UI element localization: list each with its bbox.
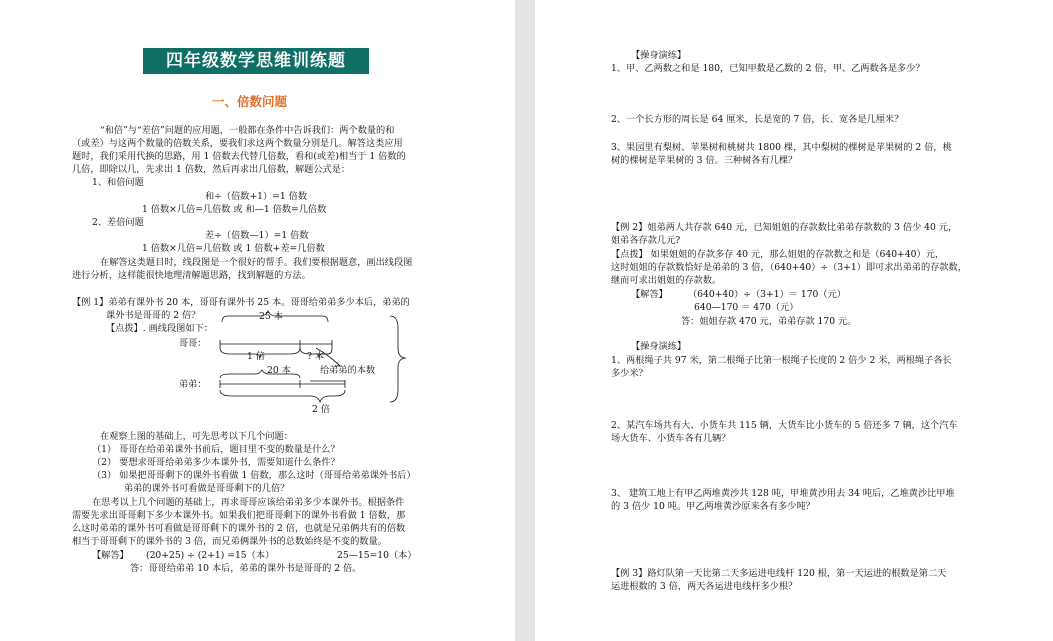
solution-step-2: 640—170 ＝ 470（元） bbox=[694, 302, 799, 313]
section-heading: 一、倍数问题 bbox=[212, 94, 288, 109]
example-2: 【例 2】姐弟两人共存款 640 元，已知姐姐的存款数比弟弟存款数的 3 倍少 40 元， bbox=[611, 222, 958, 233]
intro-line: “和倍”与“差倍”问题的应用题，一般都在条件中告诉我们：两个数量的和 bbox=[100, 125, 395, 136]
solution-step-1: (20+25) ÷ (2+1) =15（本） bbox=[146, 550, 275, 561]
label-didi: 弟弟： bbox=[179, 379, 207, 390]
diff-formula-2: 1 倍数×几倍=几倍数 或 1 倍数+差=几倍数 bbox=[142, 243, 325, 254]
question-3: 弟弟的课外书可看做是哥哥剩下的几倍？ bbox=[124, 483, 290, 494]
hint-2: 继而可求出姐姐的存款数。 bbox=[611, 275, 722, 286]
example-2: 姐弟各存款几元? bbox=[611, 235, 681, 246]
practice-item: 的 3 倍少 10 吨。甲乙两堆黄沙原来各有多少吨？ bbox=[611, 501, 815, 512]
sum-formula-1: 和÷（倍数+1）=1 倍数 bbox=[205, 191, 308, 202]
label-25: 25 本 bbox=[259, 311, 283, 322]
example-1: 课外书是哥哥的 2 倍？ bbox=[106, 310, 201, 321]
example-3: 【例 3】路灯队第一天比第二天多运进电线杆 120 根，第一天运进的根数是第二天 bbox=[611, 568, 947, 579]
diff-heading: 2、差倍问题 bbox=[92, 217, 144, 228]
solution-label: 【解答】 bbox=[631, 289, 668, 300]
practice-heading: 【操身演练】 bbox=[631, 341, 687, 352]
question-2: （2） 要想求哥哥给弟弟多少本课外书，需要知道什么条件？ bbox=[92, 457, 340, 468]
label-2-bei: 2 倍 bbox=[312, 404, 330, 415]
practice-item: 场大货车、小货车各有几辆？ bbox=[611, 433, 731, 444]
tip-line: 在解答这类题目时，线段图是一个很好的帮手。我们要根据题意，画出线段图 bbox=[100, 257, 413, 268]
practice-item: 3、 建筑工地上有甲乙两堆黄沙共 128 吨，甲堆黄沙用去 34 吨后，乙堆黄沙比甲堆 bbox=[611, 488, 955, 499]
solution-label: 【解答】 bbox=[92, 550, 129, 561]
example-1: 【例 1】弟弟有课外书 20 本，哥哥有课外书 25 本。哥哥给弟弟多少本后，弟弟的 bbox=[72, 297, 410, 308]
label-1-bei: 1 倍 bbox=[247, 351, 265, 362]
tip-line: 进行分析，这样能很快地理清解题思路，找到解题的方法。 bbox=[72, 270, 311, 281]
intro-line: 几倍，即除以几，先求出 1 倍数，然后再求出几倍数，解题公式是： bbox=[72, 164, 351, 175]
practice-item: 1、两根绳子共 97 米，第二根绳子比第一根绳子长度的 2 倍少 2 米，两根绳子各长 bbox=[611, 355, 952, 366]
analysis-line: 么这时弟弟的课外书可看做是哥哥剩下的课外书的 2 倍，也就是兄弟俩共有的倍数 bbox=[72, 523, 406, 534]
solution-step-1: （640+40）÷（3+1）＝ 170（元） bbox=[688, 289, 846, 300]
practice-item: 2、一个长方形的周长是 64 厘米，长是宽的 7 倍，长、宽各是几厘米？ bbox=[611, 114, 904, 125]
intro-line: （或差）与这两个数量的倍数关系，要我们求这两个数量分别是几。解答这类应用 bbox=[72, 138, 403, 149]
diff-formula-1: 差÷（倍数—1）=1 倍数 bbox=[205, 230, 309, 241]
question-1: （1） 哥哥在给弟弟课外书前后，题目里不变的数量是什么？ bbox=[92, 444, 340, 455]
practice-item: 树的棵树是苹果树的 3 倍。三种树各有几棵？ bbox=[611, 155, 798, 166]
practice-item: 1、甲、乙两数之和是 180，已知甲数是乙数的 2 倍，甲、乙两数各是多少？ bbox=[611, 63, 925, 74]
label-20: 20 本 bbox=[267, 365, 291, 376]
analysis-line: 在思考以上几个问题的基础上，再求哥哥应该给弟弟多少本课外书。根据条件 bbox=[92, 497, 405, 508]
practice-item: 3、果园里有梨树、苹果树和桃树共 1800 棵，其中梨树的棵树是苹果树的 2 倍，桃 bbox=[611, 142, 952, 153]
practice-item: 多少米？ bbox=[611, 368, 648, 379]
document-page-left bbox=[0, 0, 515, 641]
practice-heading: 【操身演练】 bbox=[631, 50, 687, 61]
label-given: 给弟弟的本数 bbox=[320, 365, 376, 376]
sum-formula-2: 1 倍数×几倍=几倍数 或 和—1 倍数=几倍数 bbox=[142, 204, 327, 215]
answer-1: 答：哥哥给弟弟 10 本后，弟弟的课外书是哥哥的 2 倍。 bbox=[130, 563, 362, 574]
intro-line: 题时，我们采用代换的思路，用 1 倍数去代替几倍数，看和(或差)相当于 1 倍数的 bbox=[72, 151, 406, 162]
think-intro: 在观察上图的基础上，可先思考以下几个问题： bbox=[100, 431, 293, 442]
line-segment-diagram bbox=[170, 308, 415, 418]
page-gap bbox=[515, 0, 535, 641]
example-3: 运进根数的 3 倍，两天各运进电线杆多少根？ bbox=[611, 581, 798, 592]
answer-2: 答：姐姐存款 470 元，弟弟存款 170 元。 bbox=[681, 316, 857, 327]
hint-2: 【点拨】 如果姐姐的存款多存 40 元，那么姐姐的存款数之和是（640+40）元， bbox=[611, 249, 945, 260]
question-3: （3） 如果把哥哥剩下的课外书看做 1 倍数，那么这时（哥哥给弟弟课外书后） bbox=[92, 470, 416, 481]
practice-item: 2、某汽车场共有大、小货车共 115 辆，大货车比小货车的 5 倍还多 7 辆，这个汽车 bbox=[611, 420, 958, 431]
label-question: ? 本 bbox=[307, 351, 325, 362]
sum-heading: 1、和倍问题 bbox=[92, 177, 144, 188]
analysis-line: 需要先求出哥哥剩下多少本课外书。如果我们把哥哥剩下的课外书看做 1 倍数，那 bbox=[72, 510, 406, 521]
document-page-right bbox=[535, 0, 1053, 641]
document-title: 四年级数学思维训练题 bbox=[143, 48, 369, 74]
label-gege: 哥哥： bbox=[179, 338, 207, 349]
hint-2: 这时姐姐的存款数恰好是弟弟的 3 倍，（640+40）÷（3+1）即可求出弟弟的存款数， bbox=[611, 262, 967, 273]
analysis-line: 相当于哥哥剩下的课外书的 3 倍，而兄弟俩课外书的总数始终是不变的数量。 bbox=[72, 536, 387, 547]
brace-2-bei bbox=[220, 390, 345, 402]
solution-step-2: 25—15=10（本） bbox=[337, 550, 417, 561]
total-brace bbox=[390, 316, 406, 402]
hint-1: 【点拨】. 画线段图如下： bbox=[106, 323, 213, 334]
